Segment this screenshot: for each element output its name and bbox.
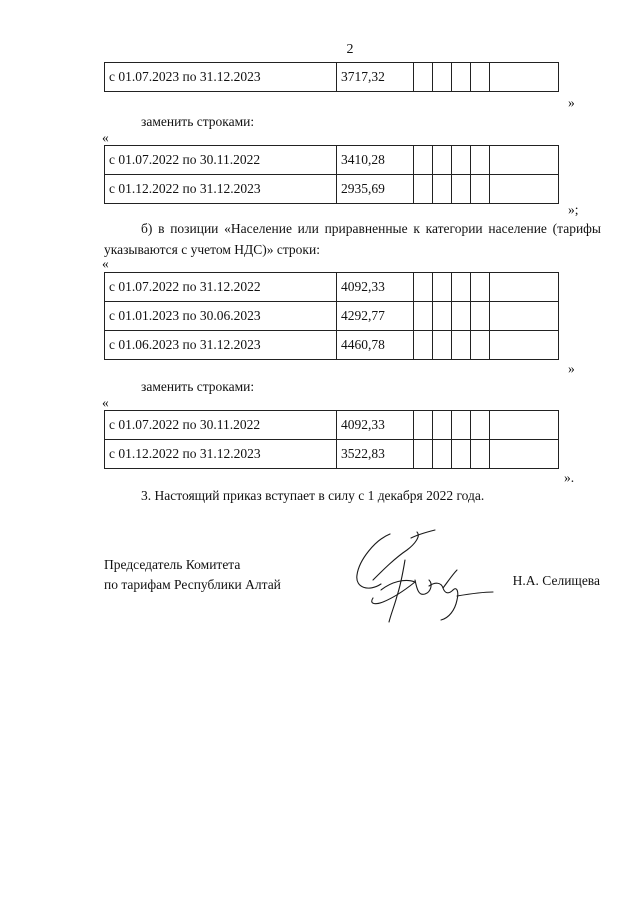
empty-cell xyxy=(490,63,559,92)
value-cell: 3522,83 xyxy=(337,440,414,469)
empty-cell xyxy=(452,331,471,360)
empty-cell xyxy=(490,175,559,204)
period-cell: с 01.07.2022 по 30.11.2022 xyxy=(105,146,337,175)
opening-quote: « xyxy=(102,256,109,271)
empty-cell xyxy=(414,302,433,331)
empty-cell xyxy=(433,411,452,440)
closing-quote: »; xyxy=(568,202,579,217)
empty-cell xyxy=(471,175,490,204)
period-cell: с 01.06.2023 по 31.12.2023 xyxy=(105,331,337,360)
signatory-name: Н.А. Селищева xyxy=(512,573,600,588)
tariff-table-1 xyxy=(104,62,559,92)
table-row xyxy=(105,175,559,204)
empty-cell xyxy=(471,440,490,469)
period-cell: с 01.07.2023 по 31.12.2023 xyxy=(105,63,337,92)
empty-cell xyxy=(433,146,452,175)
value-cell: 4292,77 xyxy=(337,302,414,331)
empty-cell xyxy=(490,440,559,469)
empty-cell xyxy=(452,302,471,331)
empty-cell xyxy=(471,63,490,92)
empty-cell xyxy=(490,411,559,440)
empty-cell xyxy=(414,440,433,469)
tariff-table-3 xyxy=(104,272,559,360)
period-cell: с 01.12.2022 по 31.12.2023 xyxy=(105,440,337,469)
table-row xyxy=(105,440,559,469)
signatory-role xyxy=(104,555,281,595)
empty-cell xyxy=(452,440,471,469)
empty-cell xyxy=(414,146,433,175)
table-row xyxy=(105,273,559,302)
opening-quote: « xyxy=(102,130,109,145)
empty-cell xyxy=(452,411,471,440)
signatory-role-line-2: по тарифам Республики Алтай xyxy=(104,577,281,592)
empty-cell xyxy=(471,273,490,302)
paragraph-b-text: б) в позиции «Население или приравненные к категории население (тарифы указываются с учетом НДС)» строки: xyxy=(104,221,601,257)
tariff-table-2 xyxy=(104,145,559,204)
value-cell: 3410,28 xyxy=(337,146,414,175)
replace-label: заменить строками: xyxy=(141,114,255,129)
opening-quote: « xyxy=(102,395,109,410)
closing-quote: » xyxy=(568,95,575,110)
empty-cell xyxy=(471,146,490,175)
empty-cell xyxy=(414,273,433,302)
table-row xyxy=(105,331,559,360)
empty-cell xyxy=(433,273,452,302)
table-row xyxy=(105,63,559,92)
value-cell: 2935,69 xyxy=(337,175,414,204)
clause-3: 3. Настоящий приказ вступает в силу с 1 декабря 2022 года. xyxy=(141,488,485,503)
replace-label: заменить строками: xyxy=(141,379,255,394)
empty-cell xyxy=(433,440,452,469)
empty-cell xyxy=(433,63,452,92)
tariff-table-4 xyxy=(104,410,559,469)
empty-cell xyxy=(414,331,433,360)
empty-cell xyxy=(452,273,471,302)
empty-cell xyxy=(433,331,452,360)
empty-cell xyxy=(490,302,559,331)
closing-quote: ». xyxy=(564,470,575,485)
empty-cell xyxy=(414,411,433,440)
empty-cell xyxy=(471,411,490,440)
empty-cell xyxy=(490,273,559,302)
empty-cell xyxy=(471,302,490,331)
period-cell: с 01.07.2022 по 31.12.2022 xyxy=(105,273,337,302)
closing-quote: » xyxy=(568,361,575,376)
value-cell: 4092,33 xyxy=(337,411,414,440)
value-cell: 4460,78 xyxy=(337,331,414,360)
empty-cell xyxy=(471,331,490,360)
paragraph-b xyxy=(104,218,601,260)
empty-cell xyxy=(452,63,471,92)
handwritten-signature xyxy=(345,520,505,640)
signatory-role-line-1: Председатель Комитета xyxy=(104,557,241,572)
table-row xyxy=(105,411,559,440)
table-row xyxy=(105,146,559,175)
empty-cell xyxy=(433,302,452,331)
empty-cell xyxy=(452,146,471,175)
empty-cell xyxy=(490,146,559,175)
page-number: 2 xyxy=(346,42,354,57)
value-cell: 4092,33 xyxy=(337,273,414,302)
empty-cell xyxy=(433,175,452,204)
period-cell: с 01.12.2022 по 31.12.2023 xyxy=(105,175,337,204)
table-row xyxy=(105,302,559,331)
empty-cell xyxy=(414,63,433,92)
period-cell: с 01.01.2023 по 30.06.2023 xyxy=(105,302,337,331)
value-cell: 3717,32 xyxy=(337,63,414,92)
empty-cell xyxy=(414,175,433,204)
empty-cell xyxy=(452,175,471,204)
period-cell: с 01.07.2022 по 30.11.2022 xyxy=(105,411,337,440)
empty-cell xyxy=(490,331,559,360)
